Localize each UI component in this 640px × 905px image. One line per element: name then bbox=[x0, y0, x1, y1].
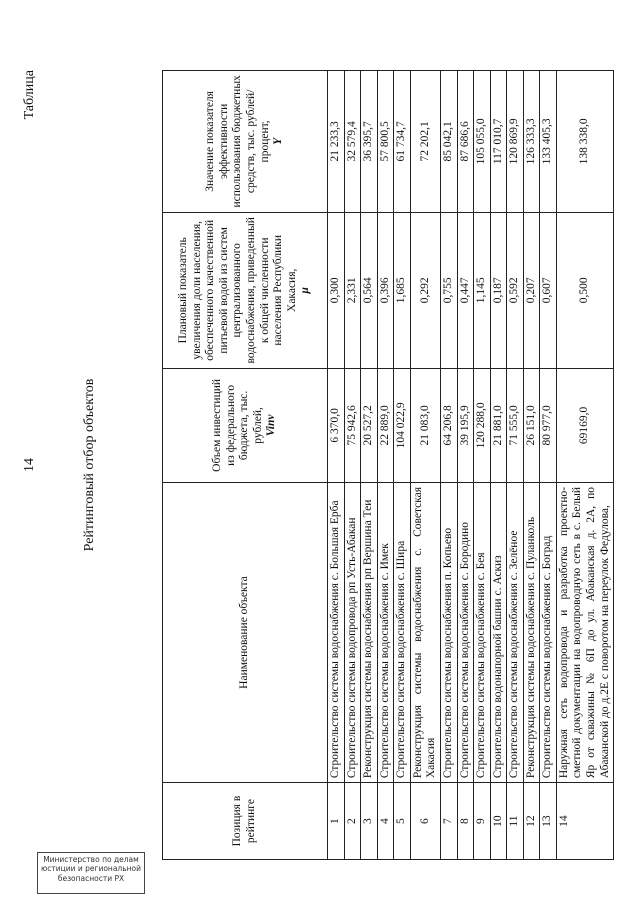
row-investment: 64 206,8 bbox=[440, 368, 457, 482]
table-row bbox=[457, 71, 474, 860]
row-indicator: 0,300 bbox=[328, 212, 345, 368]
row-efficiency: 120 869,9 bbox=[507, 71, 524, 213]
row-position: 7 bbox=[440, 783, 457, 860]
table-row bbox=[394, 71, 411, 860]
row-position: 12 bbox=[523, 783, 540, 860]
row-investment: 20 527,2 bbox=[361, 368, 378, 482]
table-row bbox=[344, 71, 361, 860]
row-object-name: Строительство водонапорной башни с. Аскиз bbox=[490, 482, 507, 782]
table-row bbox=[556, 71, 613, 860]
table-row bbox=[523, 71, 540, 860]
table-row bbox=[474, 71, 491, 860]
row-position: 14 bbox=[556, 783, 613, 860]
row-efficiency: 117 010,7 bbox=[490, 71, 507, 213]
row-efficiency: 87 686,6 bbox=[457, 71, 474, 213]
row-indicator: 1,145 bbox=[474, 212, 491, 368]
row-object-name: Строительство системы водоснабжения с. Боград bbox=[540, 482, 557, 782]
row-position: 8 bbox=[457, 783, 474, 860]
row-position: 1 bbox=[328, 783, 345, 860]
table-row bbox=[507, 71, 524, 860]
row-object-name: Реконструкция системы водоснабжения с. Советская Хакасия bbox=[410, 482, 440, 782]
table-row bbox=[490, 71, 507, 860]
row-object-name: Реконструкция системы водоснабжения рп Вершина Теи bbox=[361, 482, 378, 782]
row-indicator: 0,207 bbox=[523, 212, 540, 368]
row-object-name: Наружная сеть водопровода и разработка проектно-сметной документации на водопроводную сеть в с. Белый Яр от скважины № 6П до ул. Абаканская д. 2А, по Абаканской до д.2Е с поворотом на переулок Федулова, bbox=[556, 482, 613, 782]
column-header-investment: Объем инвестиций из федерального бюджета, тыс. рублей, Vinv bbox=[163, 368, 328, 482]
column-header-indicator: Плановый показатель увеличения доли населения, обеспеченного качественной питьевой водой из систем централизованного водоснабжения, приведенный к общей численности населения Республики Хакасия, μ bbox=[163, 212, 328, 368]
row-indicator: 0,396 bbox=[377, 212, 394, 368]
row-object-name: Строительство системы водопровода рп Усть-Абакан bbox=[344, 482, 361, 782]
row-object-name: Строительство системы водоснабжения с. Имек bbox=[377, 482, 394, 782]
row-object-name: Строительство системы водоснабжения п. Копьево bbox=[440, 482, 457, 782]
row-position: 6 bbox=[410, 783, 440, 860]
row-indicator: 1,685 bbox=[394, 212, 411, 368]
efficiency-symbol: Y bbox=[272, 137, 285, 145]
investment-symbol: Vinv bbox=[265, 414, 278, 437]
row-investment: 69169,0 bbox=[556, 368, 613, 482]
row-position: 11 bbox=[507, 783, 524, 860]
row-object-name: Строительство системы водоснабжения с. Большая Ерба bbox=[328, 482, 345, 782]
row-indicator: 0,187 bbox=[490, 212, 507, 368]
row-efficiency: 138 338,0 bbox=[556, 71, 613, 213]
rotated-content bbox=[12, 70, 622, 860]
indicator-symbol: μ bbox=[299, 287, 312, 294]
rating-table bbox=[162, 70, 614, 860]
row-indicator: 0,500 bbox=[556, 212, 613, 368]
row-object-name: Строительство системы водоснабжения с. Зелёное bbox=[507, 482, 524, 782]
page-number: 14 bbox=[22, 458, 37, 472]
row-indicator: 0,447 bbox=[457, 212, 474, 368]
row-efficiency: 133 405,3 bbox=[540, 71, 557, 213]
row-object-name: Строительство системы водоснабжения с. Бородино bbox=[457, 482, 474, 782]
row-efficiency: 61 734,7 bbox=[394, 71, 411, 213]
row-efficiency: 21 233,3 bbox=[328, 71, 345, 213]
row-efficiency: 105 055,0 bbox=[474, 71, 491, 213]
row-investment: 75 942,6 bbox=[344, 368, 361, 482]
row-investment: 26 151,0 bbox=[523, 368, 540, 482]
column-header-name: Наименование объекта bbox=[163, 482, 328, 782]
table-row bbox=[361, 71, 378, 860]
table-row bbox=[328, 71, 345, 860]
row-efficiency: 85 042,1 bbox=[440, 71, 457, 213]
row-investment: 21 083,0 bbox=[410, 368, 440, 482]
row-indicator: 0,564 bbox=[361, 212, 378, 368]
row-efficiency: 126 333,3 bbox=[523, 71, 540, 213]
row-position: 4 bbox=[377, 783, 394, 860]
row-indicator: 2,331 bbox=[344, 212, 361, 368]
row-investment: 104 022,9 bbox=[394, 368, 411, 482]
ministry-stamp: Министерство по делам юстиции и региональной безопасности РХ bbox=[37, 852, 145, 894]
row-investment: 22 889,0 bbox=[377, 368, 394, 482]
column-header-position: Позиция в рейтинге bbox=[163, 783, 328, 860]
column-header-efficiency: Значение показателя эффективности использования бюджетных средств, тыс. рублей/процент, Y bbox=[163, 71, 328, 213]
row-investment: 21 881,0 bbox=[490, 368, 507, 482]
row-object-name: Реконструкция системы водоснабжения с. Пуланколь bbox=[523, 482, 540, 782]
document-heading: Рейтинговый отбор объектов bbox=[82, 378, 97, 552]
row-indicator: 0,607 bbox=[540, 212, 557, 368]
row-investment: 71 555,0 bbox=[507, 368, 524, 482]
row-indicator: 0,755 bbox=[440, 212, 457, 368]
table-row bbox=[410, 71, 440, 860]
table-row bbox=[440, 71, 457, 860]
row-position: 9 bbox=[474, 783, 491, 860]
row-position: 13 bbox=[540, 783, 557, 860]
row-investment: 6 370,0 bbox=[328, 368, 345, 482]
row-efficiency: 57 800,5 bbox=[377, 71, 394, 213]
row-position: 2 bbox=[344, 783, 361, 860]
row-position: 3 bbox=[361, 783, 378, 860]
row-efficiency: 72 202,1 bbox=[410, 71, 440, 213]
row-position: 10 bbox=[490, 783, 507, 860]
table-row bbox=[540, 71, 557, 860]
table-header-row bbox=[163, 71, 328, 860]
table-caption: Таблица bbox=[22, 70, 37, 120]
row-indicator: 0,592 bbox=[507, 212, 524, 368]
row-efficiency: 32 579,4 bbox=[344, 71, 361, 213]
table-row bbox=[377, 71, 394, 860]
row-investment: 120 288,0 bbox=[474, 368, 491, 482]
row-object-name: Строительство системы водоснабжения с. Шира bbox=[394, 482, 411, 782]
row-investment: 39 195,9 bbox=[457, 368, 474, 482]
row-object-name: Строительство системы водоснабжения с. Бея bbox=[474, 482, 491, 782]
row-indicator: 0,292 bbox=[410, 212, 440, 368]
row-investment: 80 977,0 bbox=[540, 368, 557, 482]
row-position: 5 bbox=[394, 783, 411, 860]
row-efficiency: 36 395,7 bbox=[361, 71, 378, 213]
